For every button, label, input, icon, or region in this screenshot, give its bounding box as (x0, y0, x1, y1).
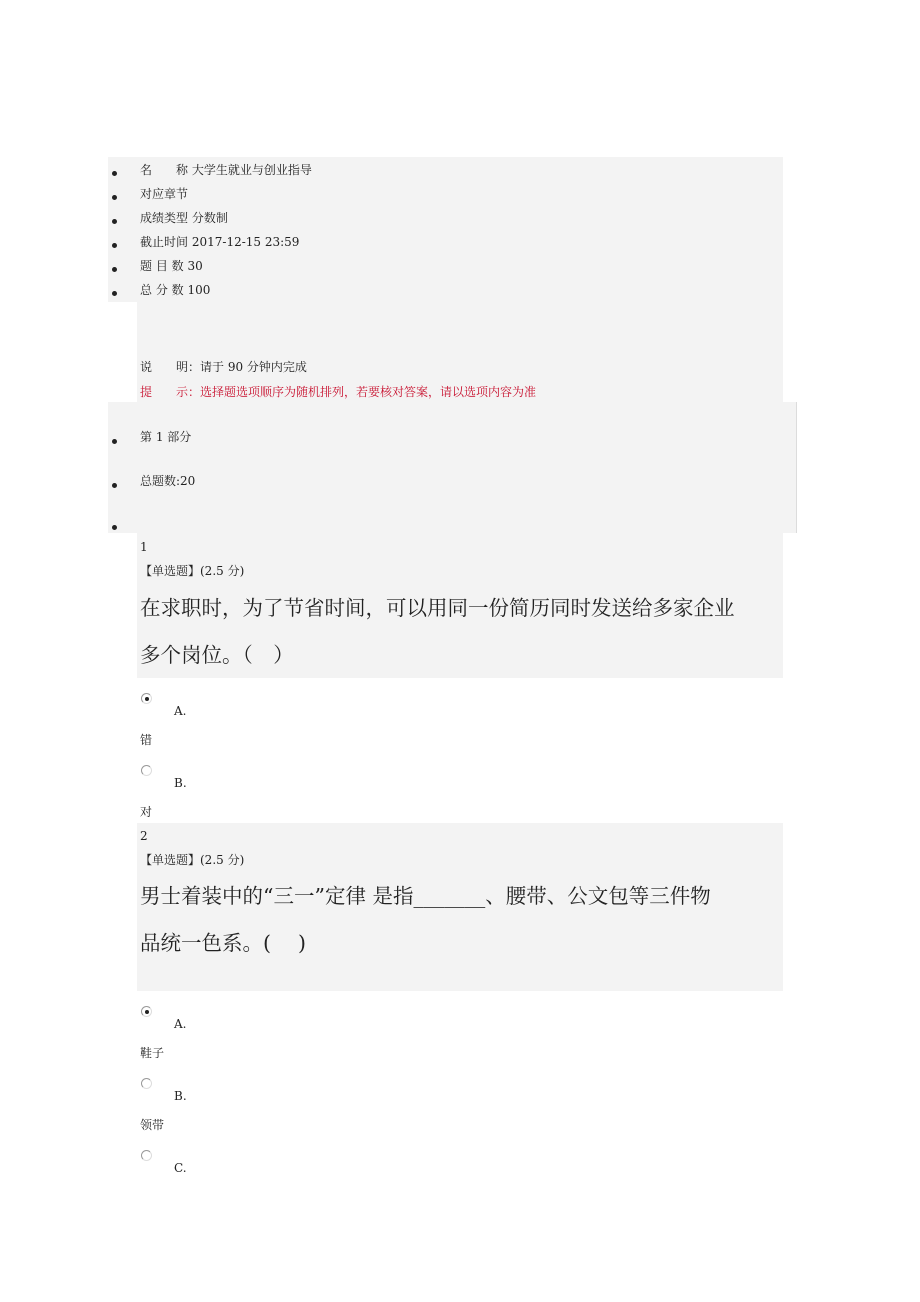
question-1-option-a-letter: A. (174, 704, 187, 718)
tip-row (140, 384, 536, 400)
question-2-option-b-radio[interactable] (141, 1078, 152, 1089)
list-bullet (112, 219, 117, 224)
list-bullet (112, 525, 117, 530)
question-2-option-b-text[interactable]: 领带 (140, 1118, 165, 1132)
name-row (140, 162, 312, 178)
list-bullet (112, 483, 117, 488)
questions-value: 30 (187, 259, 203, 273)
section-part: 第 1 部分 (140, 430, 192, 444)
question-1-text-line2: 多个岗位。（ ） (140, 643, 294, 667)
deadline-label: 截止时间 (140, 235, 189, 249)
question-2-option-a-radio[interactable] (141, 1006, 152, 1017)
question-2-type: 【单选题】(2.5 分) (140, 853, 245, 867)
question-2-option-b-letter: B. (174, 1089, 187, 1103)
chapter-label: 对应章节 (140, 187, 189, 201)
deadline-value: 2017-12-15 23:59 (191, 235, 300, 249)
total-row (140, 282, 210, 298)
question-2-number: 2 (140, 829, 148, 843)
section-panel (108, 402, 796, 533)
name-label: 名 称 (140, 163, 189, 177)
list-bullet (112, 439, 117, 444)
list-bullet (112, 243, 117, 248)
question-2-text-line2: 品统一色系。( ) (140, 931, 307, 955)
list-bullet (112, 171, 117, 176)
grade-label: 成绩类型 (140, 211, 189, 225)
grade-row (140, 210, 228, 226)
question-1-option-b-radio[interactable] (141, 765, 152, 776)
question-1-option-a-text[interactable]: 错 (140, 733, 153, 747)
description-label: 说 明： (140, 360, 201, 374)
question-1-option-a-radio[interactable] (141, 693, 152, 704)
deadline-row (140, 234, 299, 250)
question-1-text-line1: 在求职时，为了节省时间，可以用同一份简历同时发送给多家企业 (140, 596, 735, 620)
question-2-option-a-letter: A. (174, 1017, 187, 1031)
list-bullet (112, 291, 117, 296)
info-panel (108, 157, 783, 302)
description-text: 请于 90 分钟内完成 (200, 360, 307, 374)
list-bullet (112, 267, 117, 272)
question-1-type: 【单选题】(2.5 分) (140, 564, 245, 578)
question-1-option-b-letter: B. (174, 776, 187, 790)
question-2-text-line1: 男士着装中的“三一”定律 是指_______、腰带、公文包等三件物 (140, 884, 711, 908)
questions-label: 题 目 数 (140, 259, 184, 273)
question-2-option-c-radio[interactable] (141, 1150, 152, 1161)
description-row (140, 359, 307, 375)
question-1-option-b-text[interactable]: 对 (140, 805, 153, 819)
question-2-option-c-letter: C. (174, 1161, 187, 1175)
total-label: 总 分 数 (140, 283, 184, 297)
tip-text: 选择题选项顺序为随机排列，若要核对答案，请以选项内容为准 (200, 385, 537, 399)
list-bullet (112, 195, 117, 200)
question-1-number: 1 (140, 540, 148, 554)
total-value: 100 (187, 283, 211, 297)
grade-value: 分数制 (191, 211, 228, 225)
section-divider (796, 402, 797, 533)
name-value: 大学生就业与创业指导 (191, 163, 312, 177)
tip-label: 提 示： (140, 385, 201, 399)
section-count: 总题数:20 (140, 474, 196, 488)
question-2-option-a-text[interactable]: 鞋子 (140, 1046, 165, 1060)
questions-row (140, 258, 203, 274)
